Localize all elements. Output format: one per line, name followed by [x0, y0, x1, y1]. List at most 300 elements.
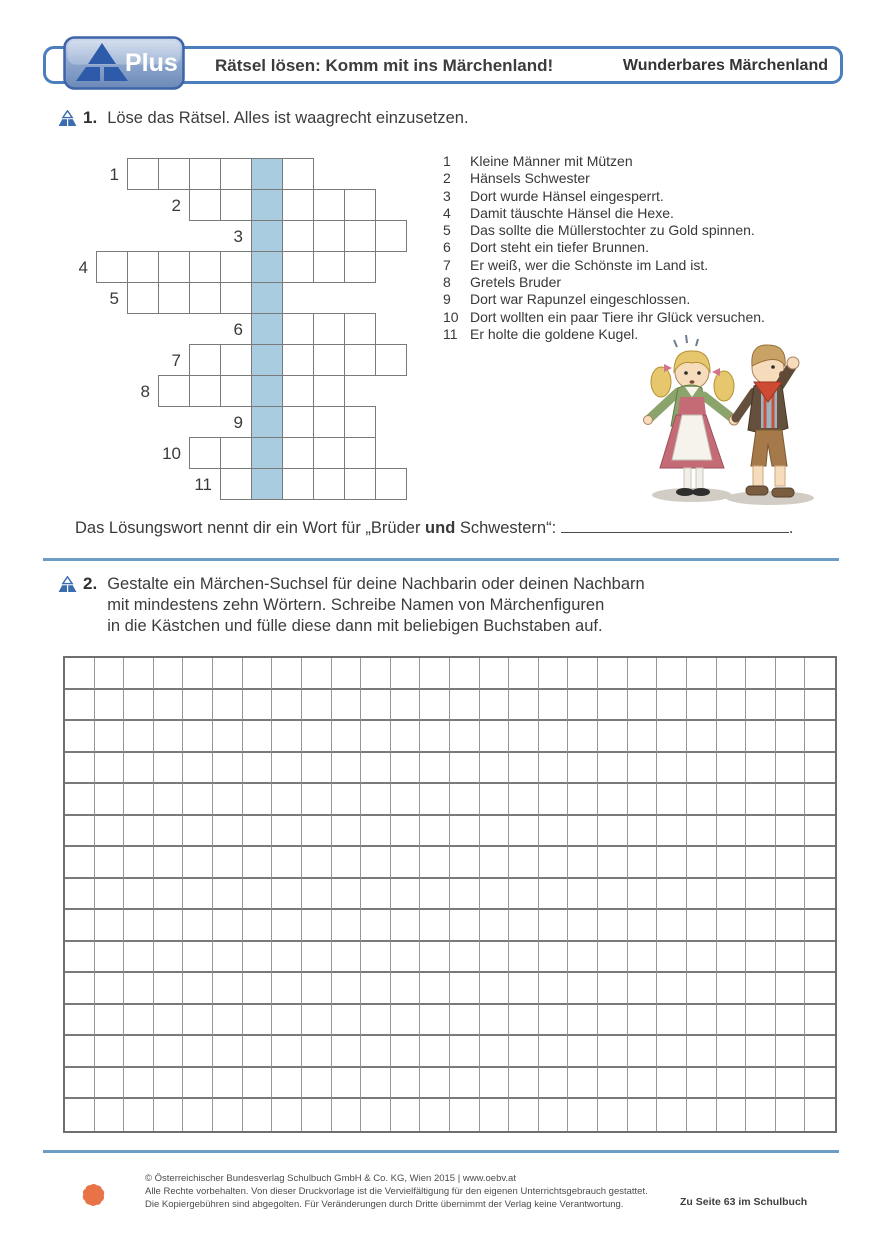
- crossword-row-number: 4: [78, 258, 88, 277]
- suchsel-cell: [124, 879, 154, 911]
- crossword-cell: [282, 406, 314, 438]
- suchsel-cell: [332, 973, 362, 1005]
- suchsel-cell: [628, 753, 658, 785]
- suchsel-cell: [332, 721, 362, 753]
- suchsel-cell: [272, 784, 302, 816]
- suchsel-cell: [805, 910, 835, 942]
- suchsel-cell: [450, 1068, 480, 1100]
- suchsel-cell: [420, 690, 450, 722]
- suchsel-cell: [480, 784, 510, 816]
- crossword-cell: [344, 468, 376, 500]
- suchsel-cell: [272, 753, 302, 785]
- task2-instruction: Gestalte ein Märchen-Suchsel für deine Nachbarin oder deinen Nachbarn mit mindestens zehn Wörtern. Schreibe Namen von Märchenfiguren in die Kästchen und fülle diese dann mit beliebigen Buchstaben auf.: [107, 575, 645, 635]
- clue-row: [443, 170, 843, 187]
- crossword-solution-cell: [251, 158, 283, 190]
- suchsel-cell: [361, 1068, 391, 1100]
- suchsel-cell: [243, 753, 273, 785]
- pyramid-icon: [58, 110, 77, 127]
- task1-header: [58, 108, 469, 129]
- suchsel-cell: [568, 879, 598, 911]
- suchsel-cell: [480, 942, 510, 974]
- suchsel-cell: [805, 1068, 835, 1100]
- suchsel-cell: [65, 784, 95, 816]
- crossword-cell: [189, 251, 221, 283]
- suchsel-cell: [124, 942, 154, 974]
- suchsel-cell: [628, 721, 658, 753]
- suchsel-cell: [687, 784, 717, 816]
- suchsel-cell: [243, 1068, 273, 1100]
- suchsel-cell: [154, 816, 184, 848]
- crossword-row-number: 6: [233, 320, 243, 339]
- suchsel-cell: [272, 658, 302, 690]
- suchsel-cell: [243, 721, 273, 753]
- crossword-solution-cell: [251, 406, 283, 438]
- clue-row: [443, 153, 843, 170]
- clue-row: [443, 309, 843, 326]
- crossword-row-number: 2: [171, 196, 181, 215]
- crossword-solution-cell: [251, 468, 283, 500]
- suchsel-cell: [539, 721, 569, 753]
- crossword-row-number: 5: [109, 289, 119, 308]
- suchsel-cell: [391, 658, 421, 690]
- suchsel-cell: [628, 847, 658, 879]
- suchsel-cell: [657, 690, 687, 722]
- suchsel-cell: [65, 973, 95, 1005]
- suchsel-cell: [598, 942, 628, 974]
- suchsel-cell: [717, 753, 747, 785]
- suchsel-cell: [124, 1068, 154, 1100]
- suchsel-cell: [539, 816, 569, 848]
- clue-row: [443, 257, 843, 274]
- suchsel-cell: [420, 1005, 450, 1037]
- crossword-cell: [375, 220, 407, 252]
- crossword-cell: [344, 189, 376, 221]
- suchsel-cell: [95, 784, 125, 816]
- suchsel-cell: [568, 658, 598, 690]
- suchsel-cell: [302, 690, 332, 722]
- suchsel-cell: [568, 1036, 598, 1068]
- clue-text: Dort wurde Hänsel eingesperrt.: [470, 187, 664, 204]
- suchsel-cell: [302, 784, 332, 816]
- suchsel-cell: [154, 1005, 184, 1037]
- task1-instruction: Löse das Rätsel. Alles ist waagrecht einzusetzen.: [107, 109, 469, 127]
- suchsel-cell: [154, 973, 184, 1005]
- crossword-cell: [220, 375, 252, 407]
- suchsel-cell: [183, 879, 213, 911]
- clue-number: 7: [443, 256, 451, 273]
- suchsel-cell: [95, 1068, 125, 1100]
- crossword-cell: [344, 406, 376, 438]
- suchsel-cell: [420, 942, 450, 974]
- suchsel-cell: [391, 753, 421, 785]
- suchsel-cell: [183, 1099, 213, 1131]
- suchsel-cell: [687, 658, 717, 690]
- crossword-cell: [313, 220, 345, 252]
- suchsel-cell: [717, 1005, 747, 1037]
- suchsel-cell: [805, 816, 835, 848]
- crossword-cell: [220, 189, 252, 221]
- suchsel-cell: [213, 973, 243, 1005]
- suchsel-cell: [480, 879, 510, 911]
- suchsel-cell: [509, 784, 539, 816]
- suchsel-cell: [450, 1099, 480, 1131]
- clue-row: [443, 222, 843, 239]
- suchsel-cell: [302, 816, 332, 848]
- suchsel-cell: [272, 1068, 302, 1100]
- suchsel-cell: [657, 784, 687, 816]
- crossword-cell: [158, 158, 190, 190]
- suchsel-cell: [598, 658, 628, 690]
- crossword-cell: [282, 468, 314, 500]
- suchsel-cell: [480, 1036, 510, 1068]
- suchsel-cell: [450, 847, 480, 879]
- suchsel-cell: [361, 816, 391, 848]
- solution-text-before: Das Lösungswort nennt dir ein Wort für „Brüder: [75, 519, 426, 537]
- crossword-grid: [78, 158, 416, 503]
- suchsel-cell: [391, 1005, 421, 1037]
- suchsel-cell: [805, 879, 835, 911]
- suchsel-cell: [183, 658, 213, 690]
- suchsel-cell: [509, 910, 539, 942]
- suchsel-cell: [183, 721, 213, 753]
- suchsel-cell: [124, 1099, 154, 1131]
- clue-text: Das sollte die Müllerstochter zu Gold spinnen.: [470, 222, 755, 239]
- suchsel-cell: [272, 1005, 302, 1037]
- suchsel-cell: [272, 942, 302, 974]
- suchsel-cell: [776, 942, 806, 974]
- suchsel-cell: [746, 973, 776, 1005]
- crossword-cell: [313, 406, 345, 438]
- suchsel-cell: [687, 942, 717, 974]
- suchsel-cell: [65, 1036, 95, 1068]
- crossword-cell: [127, 251, 159, 283]
- suchsel-cell: [124, 690, 154, 722]
- suchsel-cell: [776, 879, 806, 911]
- suchsel-cell: [95, 753, 125, 785]
- suchsel-cell: [746, 879, 776, 911]
- clue-text: Hänsels Schwester: [470, 170, 590, 187]
- suchsel-cell: [272, 721, 302, 753]
- crossword-row-number: 1: [109, 165, 119, 184]
- suchsel-cell: [65, 753, 95, 785]
- suchsel-cell: [480, 973, 510, 1005]
- suchsel-cell: [420, 816, 450, 848]
- suchsel-cell: [302, 721, 332, 753]
- crossword-cell: [220, 251, 252, 283]
- suchsel-cell: [568, 942, 598, 974]
- suchsel-cell: [65, 721, 95, 753]
- suchsel-cell: [776, 784, 806, 816]
- suchsel-cell: [65, 910, 95, 942]
- suchsel-cell: [95, 879, 125, 911]
- crossword-solution-cell: [251, 375, 283, 407]
- clue-text: Gretels Bruder: [470, 274, 562, 291]
- suchsel-cell: [539, 847, 569, 879]
- suchsel-cell: [598, 973, 628, 1005]
- suchsel-cell: [805, 1099, 835, 1131]
- crossword-cell: [220, 468, 252, 500]
- suchsel-cell: [154, 910, 184, 942]
- suchsel-cell: [628, 942, 658, 974]
- crossword-cell: [282, 158, 314, 190]
- suchsel-cell: [332, 847, 362, 879]
- suchsel-cell: [65, 1068, 95, 1100]
- clue-number: 8: [443, 274, 451, 291]
- suchsel-cell: [95, 1036, 125, 1068]
- suchsel-cell: [332, 1099, 362, 1131]
- suchsel-cell: [598, 1099, 628, 1131]
- task2-header: [58, 574, 645, 637]
- suchsel-cell: [480, 658, 510, 690]
- suchsel-cell: [717, 1099, 747, 1131]
- pyramid-icon: [58, 576, 77, 593]
- copyright-line3: Die Kopiergebühren sind abgegolten. Für Veränderungen durch Dritte übernimmt der Verlag keine Verantwortung.: [145, 1199, 624, 1210]
- suchsel-cell: [568, 973, 598, 1005]
- suchsel-cell: [598, 721, 628, 753]
- suchsel-cell: [332, 658, 362, 690]
- asterisk-logo: [70, 1168, 116, 1225]
- suchsel-cell: [746, 1005, 776, 1037]
- suchsel-cell: [213, 784, 243, 816]
- suchsel-cell: [272, 879, 302, 911]
- crossword-row-number: 3: [233, 227, 243, 246]
- suchsel-grid: [63, 656, 837, 1133]
- crossword-row-number: 9: [233, 413, 243, 432]
- suchsel-cell: [302, 1099, 332, 1131]
- crossword-cell: [220, 437, 252, 469]
- suchsel-cell: [480, 816, 510, 848]
- page-title: Rätsel lösen: Komm mit ins Märchenland!: [215, 56, 554, 75]
- suchsel-cell: [598, 879, 628, 911]
- suchsel-cell: [154, 721, 184, 753]
- suchsel-cell: [183, 1036, 213, 1068]
- crossword-cell: [189, 437, 221, 469]
- suchsel-cell: [420, 879, 450, 911]
- suchsel-cell: [361, 910, 391, 942]
- suchsel-cell: [805, 753, 835, 785]
- suchsel-cell: [243, 910, 273, 942]
- suchsel-cell: [332, 1068, 362, 1100]
- plus-logo: [63, 36, 185, 90]
- clue-number: 2: [443, 170, 451, 187]
- suchsel-cell: [124, 910, 154, 942]
- suchsel-cell: [776, 1068, 806, 1100]
- suchsel-cell: [480, 753, 510, 785]
- copyright-line1: © Österreichischer Bundesverlag Schulbuch GmbH & Co. KG, Wien 2015 | www.oebv.at: [145, 1173, 516, 1184]
- suchsel-cell: [598, 784, 628, 816]
- suchsel-cell: [243, 973, 273, 1005]
- suchsel-cell: [272, 910, 302, 942]
- suchsel-cell: [539, 753, 569, 785]
- suchsel-cell: [568, 753, 598, 785]
- suchsel-cell: [509, 658, 539, 690]
- crossword-cell: [189, 189, 221, 221]
- suchsel-cell: [628, 1068, 658, 1100]
- suchsel-cell: [65, 1005, 95, 1037]
- crossword-cell: [344, 344, 376, 376]
- crossword-cell: [282, 189, 314, 221]
- suchsel-cell: [450, 942, 480, 974]
- suchsel-cell: [450, 879, 480, 911]
- suchsel-cell: [420, 910, 450, 942]
- suchsel-cell: [776, 721, 806, 753]
- suchsel-cell: [213, 690, 243, 722]
- suchsel-cell: [539, 879, 569, 911]
- suchsel-cell: [805, 973, 835, 1005]
- suchsel-cell: [183, 816, 213, 848]
- suchsel-cell: [539, 658, 569, 690]
- suchsel-cell: [746, 753, 776, 785]
- suchsel-cell: [509, 816, 539, 848]
- suchsel-cell: [183, 942, 213, 974]
- crossword-cell: [313, 437, 345, 469]
- suchsel-cell: [154, 1099, 184, 1131]
- suchsel-cell: [213, 1099, 243, 1131]
- page-reference: Zu Seite 63 im Schulbuch: [680, 1196, 808, 1208]
- suchsel-cell: [746, 847, 776, 879]
- suchsel-cell: [687, 816, 717, 848]
- suchsel-cell: [124, 721, 154, 753]
- suchsel-cell: [391, 942, 421, 974]
- suchsel-cell: [272, 690, 302, 722]
- suchsel-cell: [717, 1036, 747, 1068]
- clue-number: 3: [443, 187, 451, 204]
- suchsel-cell: [509, 1036, 539, 1068]
- suchsel-cell: [746, 721, 776, 753]
- suchsel-cell: [213, 816, 243, 848]
- suchsel-cell: [717, 879, 747, 911]
- suchsel-cell: [361, 1005, 391, 1037]
- suchsel-cell: [657, 942, 687, 974]
- suchsel-cell: [509, 879, 539, 911]
- suchsel-cell: [65, 1099, 95, 1131]
- suchsel-cell: [391, 1099, 421, 1131]
- suchsel-cell: [509, 973, 539, 1005]
- suchsel-cell: [657, 847, 687, 879]
- suchsel-cell: [450, 721, 480, 753]
- suchsel-cell: [539, 910, 569, 942]
- suchsel-cell: [539, 690, 569, 722]
- crossword-cell: [282, 220, 314, 252]
- solution-text-after: Schwestern“:: [455, 519, 561, 537]
- suchsel-cell: [598, 816, 628, 848]
- suchsel-cell: [480, 721, 510, 753]
- crossword-solution-cell: [251, 220, 283, 252]
- clue-row: [443, 239, 843, 256]
- suchsel-cell: [361, 753, 391, 785]
- suchsel-cell: [95, 973, 125, 1005]
- suchsel-cell: [124, 784, 154, 816]
- suchsel-cell: [65, 879, 95, 911]
- task2-number: 2.: [83, 574, 98, 593]
- suchsel-cell: [450, 816, 480, 848]
- suchsel-cell: [717, 658, 747, 690]
- suchsel-cell: [628, 1005, 658, 1037]
- suchsel-cell: [539, 1005, 569, 1037]
- suchsel-cell: [272, 847, 302, 879]
- suchsel-cell: [183, 753, 213, 785]
- suchsel-cell: [243, 879, 273, 911]
- suchsel-cell: [805, 942, 835, 974]
- suchsel-cell: [391, 690, 421, 722]
- suchsel-cell: [687, 973, 717, 1005]
- suchsel-cell: [805, 658, 835, 690]
- suchsel-cell: [776, 1005, 806, 1037]
- crossword-solution-cell: [251, 282, 283, 314]
- suchsel-cell: [657, 879, 687, 911]
- suchsel-cell: [657, 1068, 687, 1100]
- crossword-solution-cell: [251, 251, 283, 283]
- suchsel-cell: [213, 753, 243, 785]
- suchsel-cell: [361, 1099, 391, 1131]
- clue-number: 1: [443, 153, 451, 169]
- suchsel-cell: [776, 816, 806, 848]
- suchsel-cell: [480, 1005, 510, 1037]
- suchsel-cell: [509, 1099, 539, 1131]
- suchsel-cell: [568, 721, 598, 753]
- suchsel-cell: [332, 784, 362, 816]
- suchsel-cell: [243, 816, 273, 848]
- suchsel-cell: [420, 1036, 450, 1068]
- suchsel-cell: [302, 1068, 332, 1100]
- suchsel-cell: [183, 910, 213, 942]
- suchsel-cell: [361, 784, 391, 816]
- suchsel-cell: [509, 690, 539, 722]
- crossword-cell: [344, 251, 376, 283]
- suchsel-cell: [628, 973, 658, 1005]
- crossword-row-number: 11: [194, 475, 212, 494]
- chapter-title: Wunderbares Märchenland: [622, 57, 828, 74]
- suchsel-cell: [420, 658, 450, 690]
- crossword-cell: [220, 282, 252, 314]
- crossword-cell: [127, 282, 159, 314]
- suchsel-cell: [450, 753, 480, 785]
- suchsel-cell: [776, 1036, 806, 1068]
- suchsel-cell: [154, 879, 184, 911]
- suchsel-cell: [95, 942, 125, 974]
- crossword-cell: [282, 251, 314, 283]
- suchsel-cell: [687, 753, 717, 785]
- clue-text: Dort war Rapunzel eingeschlossen.: [470, 291, 691, 308]
- clues-list: [443, 153, 843, 343]
- clue-text: Dort wollten ein paar Tiere ihr Glück versuchen.: [470, 308, 765, 325]
- crossword-cell: [282, 375, 314, 407]
- suchsel-cell: [154, 784, 184, 816]
- suchsel-cell: [124, 753, 154, 785]
- suchsel-cell: [628, 658, 658, 690]
- suchsel-cell: [539, 973, 569, 1005]
- suchsel-cell: [805, 690, 835, 722]
- suchsel-cell: [509, 1068, 539, 1100]
- suchsel-cell: [598, 1036, 628, 1068]
- suchsel-cell: [124, 1036, 154, 1068]
- clue-number: 5: [443, 222, 451, 239]
- crossword-solution-cell: [251, 437, 283, 469]
- suchsel-cell: [568, 1099, 598, 1131]
- clue-row: [443, 274, 843, 291]
- solution-bold-word: und: [425, 519, 456, 537]
- suchsel-cell: [687, 1099, 717, 1131]
- suchsel-cell: [95, 910, 125, 942]
- suchsel-cell: [65, 658, 95, 690]
- suchsel-cell: [243, 942, 273, 974]
- suchsel-cell: [420, 1099, 450, 1131]
- crossword-cell: [344, 220, 376, 252]
- suchsel-cell: [361, 879, 391, 911]
- suchsel-cell: [687, 1005, 717, 1037]
- suchsel-cell: [391, 784, 421, 816]
- clue-number: 11: [443, 325, 458, 342]
